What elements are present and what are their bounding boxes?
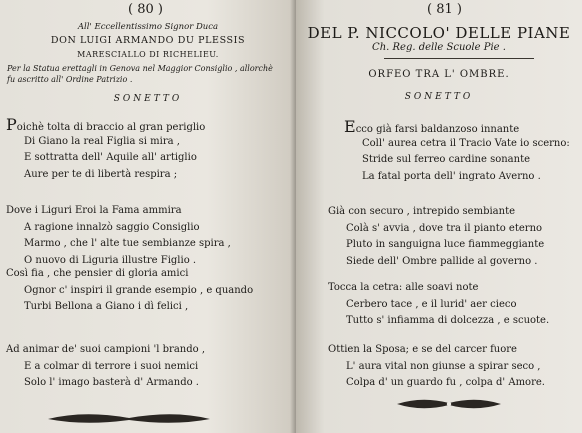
verse-line: Siede dell' Ombre pallide al governo . (346, 255, 538, 267)
verse-line: La fatal porta dell' ingrato Averno . (362, 170, 541, 182)
verse-line: Di Giano la real Figlia si mira , (24, 135, 180, 147)
sonnet-heading: SONETTO (113, 94, 183, 104)
dedication-line: All' Eccellentissimo Signor Duca (77, 22, 219, 32)
page-number: ( 81 ) (427, 2, 462, 17)
verse-line: Colà s' avvia , dove tra il pianto eterno (346, 222, 543, 234)
tailpiece-ornament (394, 396, 504, 412)
poem-title: ORFEO TRA L' OMBRE. (368, 69, 510, 80)
verse-line: O nuovo di Liguria illustre Figlio . (24, 254, 197, 266)
stanza (328, 280, 549, 330)
verse-line: Turbi Bellona a Giano i dì felici , (24, 301, 189, 312)
occasion-line: fu ascritto all' Ordine Patrizio . (7, 75, 133, 84)
verse-line: Stride sul ferreo cardine sonante (362, 154, 531, 165)
verse-line: Aure per te di libertà respira ; (24, 168, 178, 180)
verse-line: Coll' aurea cetra il Tracio Vate io scerno: (362, 137, 570, 149)
author-affiliation: Ch. Reg. delle Scuole Pie . (372, 42, 506, 53)
dedicatee-title: MARESCIALLO DI RICHELIEU. (77, 50, 219, 59)
verse-line: A ragione innalzò saggio Consiglio (24, 221, 200, 233)
verse-line: Così fia , che pensier di gloria amici (6, 268, 189, 279)
verse-line: Ognor c' inspiri il grande esempio , e quando (24, 284, 254, 296)
verse-line: Poichè tolta di braccio al gran periglio (6, 115, 206, 134)
drop-cap: P (6, 115, 17, 134)
stanza (6, 266, 253, 316)
stanza (6, 342, 205, 392)
verse-line: Tutto s' infiamma di dolcezza , e scuote. (346, 315, 550, 326)
stanza (6, 117, 205, 183)
occasion-line: Per la Statua erettagli in Genova nel Maggior Consiglio , allorchè (7, 64, 273, 73)
verse-line: Già con securo , intrepido sembiante (328, 206, 516, 217)
verse-line: Solo l' imago basterà d' Armando . (24, 377, 199, 388)
verse-line: Marmo , che l' alte tue sembianze spira , (24, 238, 231, 249)
sonnet-heading: SONETTO (404, 92, 474, 102)
verse-line: Dove i Liguri Eroi la Fama ammira (6, 205, 182, 216)
divider-rule (384, 58, 534, 59)
verse-line: Colpa d' un guardo fu , colpa d' Amore. (346, 377, 545, 388)
verse-line: Ottien la Sposa; e se del carcer fuore (328, 344, 517, 355)
dedicatee-name: DON LUIGI ARMANDO DU PLESSIS (50, 35, 246, 46)
stanza (328, 204, 544, 270)
stanza (6, 203, 231, 269)
verse-line: Cerbero tace , e il lurid' aer cieco (346, 298, 517, 310)
right-page (296, 0, 582, 433)
verse-line: Ad animar de' suoi campioni 'l brando , (6, 344, 205, 355)
tailpiece-ornament (44, 412, 214, 426)
stanza (344, 119, 570, 185)
verse-line: E sottratta dell' Aquile all' artiglio (24, 152, 197, 163)
verse-line: E a colmar di terrore i suoi nemici (24, 360, 199, 372)
verse-line: Ecco già farsi baldanzoso innante (344, 117, 520, 136)
drop-cap: E (344, 117, 356, 136)
stanza (328, 342, 545, 392)
verse-line: Pluto in sanguigna luce fiammeggiante (346, 239, 545, 250)
page-number: ( 80 ) (128, 2, 163, 17)
author-heading: DEL P. NICCOLO' DELLE PIANE (307, 24, 571, 42)
verse-line: L' aura vital non giunse a spirar seco , (346, 360, 541, 372)
verse-line: Tocca la cetra: alle soavi note (328, 282, 479, 293)
